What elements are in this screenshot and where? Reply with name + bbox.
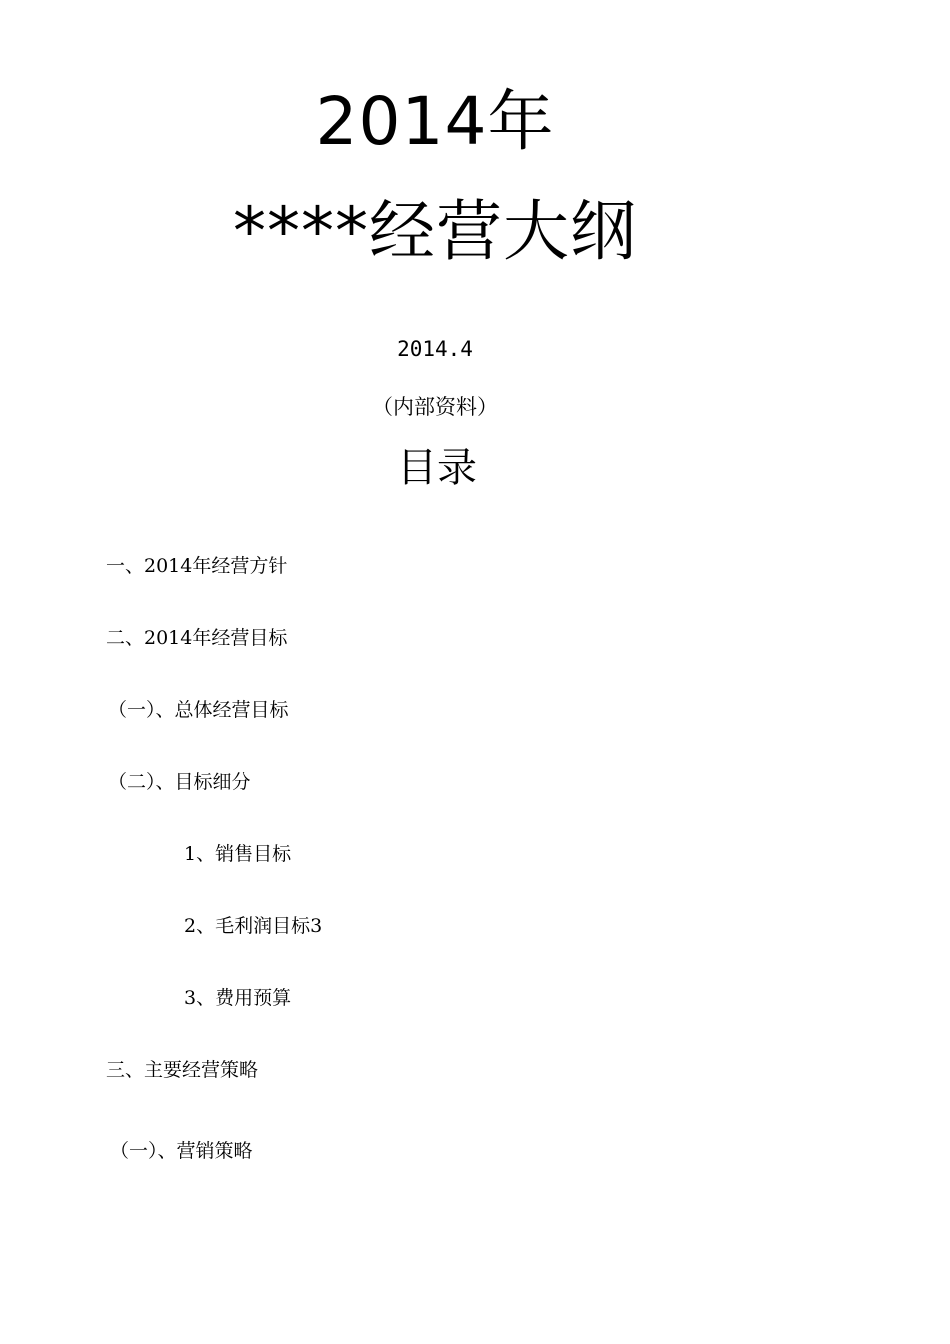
classification-label: （内部资料）	[372, 395, 498, 419]
toc-entry-2-1: （一）、总体经营目标	[108, 699, 289, 721]
toc-entry-3: 三、主要经营策略	[106, 1059, 259, 1081]
document-date: 2014.4	[397, 337, 473, 361]
toc-entry-2-2-2: 2、毛利润目标3	[184, 915, 323, 937]
toc-heading: 目录	[397, 445, 477, 491]
toc-entry-2-2-1: 1、销售目标	[184, 843, 292, 865]
toc-entry-2-2-3: 3、费用预算	[184, 987, 292, 1009]
toc-entry-2-2: （二）、目标细分	[108, 771, 251, 793]
toc-entry-1: 一、2014年经营方针	[106, 555, 288, 577]
toc-entry-3-1: （一）、营销策略	[110, 1140, 253, 1162]
main-title: ****经营大纲	[233, 193, 637, 270]
year-title: 2014年	[315, 83, 555, 160]
toc-entry-2: 二、2014年经营目标	[106, 627, 288, 649]
